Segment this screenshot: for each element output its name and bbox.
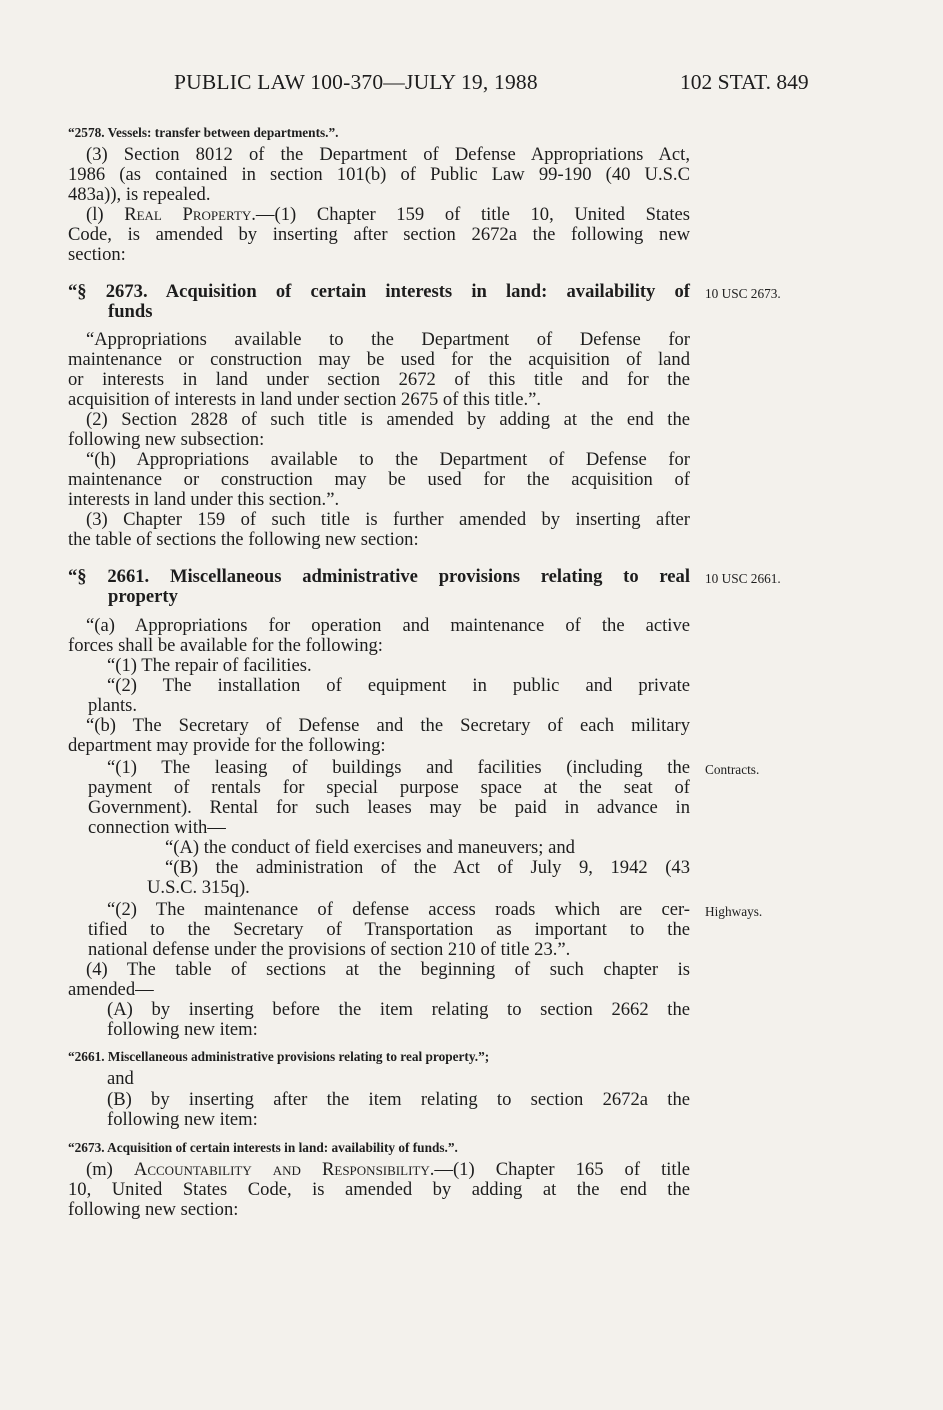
paragraph-line: or interests in land under section 2672 of this title and for the (68, 369, 690, 390)
paragraph-line: “(1) The leasing of buildings and facilities (including the (107, 757, 690, 778)
table-item-2578: “2578. Vessels: transfer between departments.”. (68, 125, 339, 140)
section-2661-heading: “§ 2661. Miscellaneous administrative provisions relating to real (68, 566, 690, 587)
margin-note-contracts: Contracts. (705, 762, 760, 777)
paragraph-line: (3) Chapter 159 of such title is further amended by inserting after (86, 509, 690, 530)
margin-note-highways: Highways. (705, 904, 763, 919)
paragraph-line: department may provide for the following: (68, 735, 386, 756)
paragraph-line: plants. (88, 695, 138, 716)
paragraph-line: (2) Section 2828 of such title is amended by adding at the end the (86, 409, 690, 430)
subsection-l-heading (86, 205, 690, 225)
paragraph-line: “(1) The repair of facilities. (107, 655, 312, 676)
paragraph-line: maintenance or construction may be used for the acquisition of land (68, 349, 690, 370)
paragraph-line: following new section: (68, 1199, 239, 1220)
page-number: 102 STAT. 849 (680, 70, 809, 94)
paragraph-line: national defense under the provisions of section 210 of title 23.”. (88, 939, 571, 960)
paragraph-line: 483a)), is repealed. (68, 184, 211, 205)
paragraph-line: following new item: (107, 1109, 258, 1130)
paragraph-line: connection with— (88, 817, 226, 838)
paragraph-line: (3) Section 8012 of the Department of Defense Appropriations Act, (86, 144, 690, 165)
subsection-m-heading (86, 1160, 690, 1180)
paragraph-line: U.S.C. 315q). (147, 877, 250, 898)
subsection-title: Accountability and Responsibility (133, 1159, 430, 1180)
paragraph-line: following new item: (107, 1019, 258, 1040)
paragraph-line: the table of sections the following new section: (68, 529, 419, 550)
paragraph-line: “(b) The Secretary of Defense and the Secretary of each military (86, 715, 690, 736)
paragraph-line: 10, United States Code, is amended by adding at the end the (68, 1179, 690, 1200)
paragraph-line: following new subsection: (68, 429, 265, 450)
paragraph-line: “(2) The installation of equipment in public and private (107, 675, 690, 696)
paragraph-line: “(B) the administration of the Act of July 9, 1942 (43 (165, 857, 690, 878)
table-item-2661: “2661. Miscellaneous administrative provisions relating to real property.”; (68, 1049, 490, 1064)
paragraph-line: and (107, 1068, 134, 1089)
paragraph-line: section: (68, 244, 126, 265)
paragraph-line: Government). Rental for such leases may be paid in advance in (88, 797, 690, 818)
paragraph-line: “(a) Appropriations for operation and maintenance of the active (86, 615, 690, 636)
paragraph-line: (A) by inserting before the item relating to section 2662 the (107, 999, 690, 1020)
paragraph-line: maintenance or construction may be used for the acquisition of (68, 469, 690, 490)
paragraph-line: “(2) The maintenance of defense access roads which are cer- (107, 899, 690, 920)
paragraph-line: (4) The table of sections at the beginning of such chapter is (86, 959, 690, 980)
paragraph-line: “(A) the conduct of field exercises and maneuvers; and (165, 837, 575, 858)
subsection-text: .—(1) Chapter 159 of title 10, United States (251, 204, 690, 225)
paragraph-line: (B) by inserting after the item relating to section 2672a the (107, 1089, 690, 1110)
paragraph-line: amended— (68, 979, 154, 1000)
running-header-title: PUBLIC LAW 100-370—JULY 19, 1988 (174, 70, 538, 94)
section-2673-heading-cont: funds (108, 301, 153, 322)
paragraph-line: tified to the Secretary of Transportation as important to the (88, 919, 690, 940)
subsection-label: (m) (86, 1159, 134, 1180)
paragraph-line: Code, is amended by inserting after section 2672a the following new (68, 224, 690, 245)
paragraph-line: acquisition of interests in land under section 2675 of this title.”. (68, 389, 542, 410)
paragraph-line: “Appropriations available to the Department of Defense for (86, 329, 690, 350)
paragraph-line: 1986 (as contained in section 101(b) of Public Law 99-190 (40 U.S.C (68, 164, 690, 185)
paragraph-line: payment of rentals for special purpose space at the seat of (88, 777, 690, 798)
paragraph-line: forces shall be available for the following: (68, 635, 383, 656)
section-2673-heading: “§ 2673. Acquisition of certain interests in land: availability of (68, 281, 690, 302)
table-item-2673: “2673. Acquisition of certain interests in land: availability of funds.”. (68, 1140, 458, 1155)
subsection-label: (l) (86, 204, 125, 225)
section-2661-heading-cont: property (108, 586, 178, 607)
margin-note-10-usc-2661: 10 USC 2661. (705, 571, 781, 586)
subsection-text: .—(1) Chapter 165 of title (429, 1159, 691, 1180)
paragraph-line: “(h) Appropriations available to the Department of Defense for (86, 449, 690, 470)
paragraph-line: interests in land under this section.”. (68, 489, 340, 510)
margin-note-10-usc-2673: 10 USC 2673. (705, 286, 781, 301)
subsection-title: Real Property (124, 204, 252, 225)
